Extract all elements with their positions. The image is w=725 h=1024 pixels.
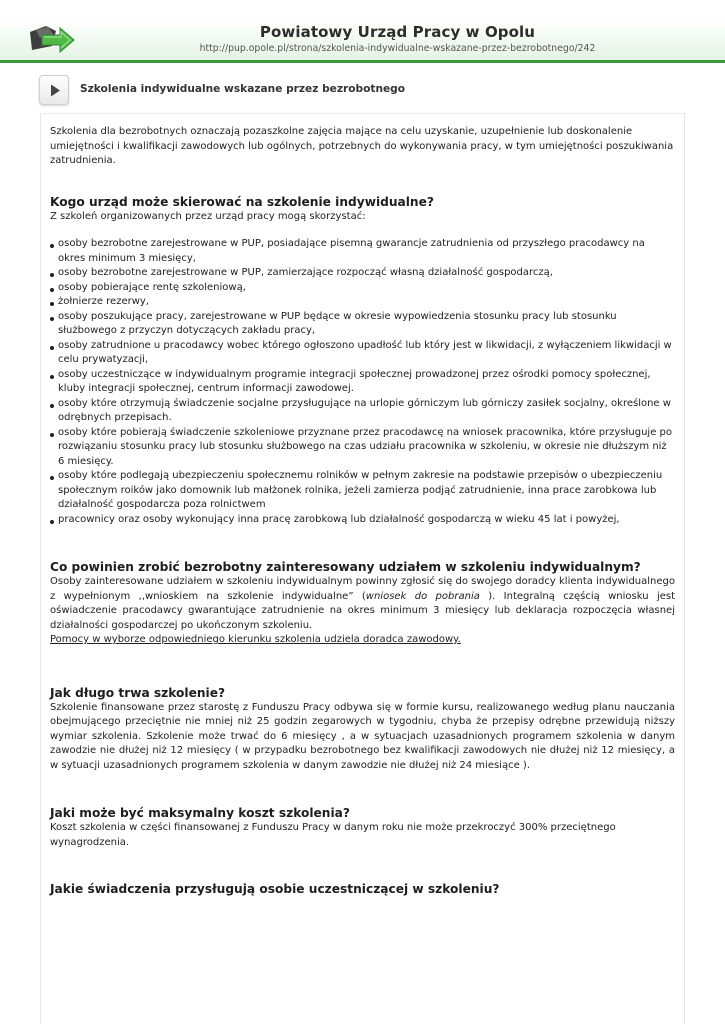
list-item: osoby pobierające rentę szkoleniową, [50,281,675,296]
list-item: osoby które otrzymują świadczenie socjalne przysługujące na urlopie górniczym lub górniczy zasiłek socjalny, określone w odrębnych przepisach. [50,397,675,426]
page-url: http://pup.opole.pl/strona/szkolenia-indywidualne-wskazane-przez-bezrobotnego/242 [199,43,596,54]
eligible-list [50,237,675,527]
intro-paragraph: Szkolenia dla bezrobotnych oznaczają pozaszkolne zajęcia mające na celu uzyskanie, uzupełnienie lub doskonalenie umiejętności i kwalifikacji zawodowych lub ogólnych, potrzebnych do wykonywania pracy, w tym umiejętności poszukiwania zatrudnienia. [50,126,674,166]
site-title[interactable]: Powiatowy Urząd Pracy w Opolu [259,23,536,41]
section-heading-cost: Jaki może być maksymalny koszt szkolenia? [50,806,350,820]
application-form-link[interactable]: wniosek do pobrania [365,590,480,602]
list-item: pracownicy oraz osoby wykonujący inna pracę zarobkową lub działalność gospodarczą w wieku 45 lat i powyżej, [50,513,675,528]
section-lead: Z szkoleń organizowanych przez urząd pracy mogą skorzystać: [50,210,366,222]
pup-logo-icon[interactable] [26,22,78,56]
section-heading-what-to-do: Co powinien zrobić bezrobotny zainteresowany udziałem w szkoleniu indywidualnym? [50,560,641,574]
list-item: osoby poszukujące pracy, zarejestrowane w PUP będące w okresie wypowiedzenia stosunku pracy lub stosunku służbowego z przyczyn dotyczących zakładu pracy, [50,310,675,339]
list-item: żołnierze rezerwy, [50,295,675,310]
page-arrow-button[interactable] [39,75,69,105]
list-item: osoby uczestniczące w indywidualnym programie integracji społecznej prowadzonej przez ośrodki pomocy społecznej, kluby integracji społecznej, centrum informacji zawodowej. [50,368,675,397]
list-item: osoby które podlegają ubezpieczeniu społecznemu rolników w pełnym zakresie na podstawie przepisów o ubezpieczeniu społecznym roików jako domownik lub małżonek rolnika, jeżeli zamierza podjąć zatrudnienie, inna prace zarobkowa lub działalność gospodarcza poza rolnictwem [50,469,675,513]
section-heading-duration: Jak długo trwa szkolenie? [50,685,226,700]
application-paragraph [50,575,675,633]
list-item: osoby które pobierają świadczenie szkoleniowe przyznane przez pracodawcę na wniosek pracownika, które przysługuje po rozwiązaniu stosunku pracy lub stosunku służbowego na czas udziału pracownika w szkoleniu, w okresie nie dłuższym niż 6 miesięcy. [50,426,675,470]
page-title: Szkolenia indywidualne wskazane przez bezrobotnego [80,83,406,95]
list-item: osoby bezrobotne zarejestrowane w PUP, posiadające pisemną gwarancje zatrudnienia od przyszłego pracodawcy na okres minimum 3 miesięcy, [50,237,675,266]
application-text-start: Osoby zainteresowane udziałem w szkoleniu indywidualnym powinny zgłosić się do swojego doradcy klienta indywidualnego z wypełnionym ,,wnioskiem na szkolenie indywidualne” ( [50,576,675,602]
application-text-end: ). Integralną częścią wniosku jest oświadczenie pracodawcy gwarantujące zatrudnienie na okres minimum 3 miesięcy lub deklaracja rozpoczęcia własnej działalności gospodarczej po ukończonym szkoleniu. [50,590,676,631]
section-heading-benefits: Jakie świadczenia przysługują osobie uczestniczącej w szkoleniu? [50,882,500,896]
header-divider [0,60,725,63]
site-header [0,0,725,64]
play-arrow-icon [48,83,62,98]
list-item: osoby bezrobotne zarejestrowane w PUP, zamierzające rozpocząć własną działalność gospodarczą, [50,266,675,281]
duration-paragraph: Szkolenie finansowane przez starostę z Funduszu Pracy odbywa się w formie kursu, realizowanego według planu nauczania obejmującego przeciętnie nie mniej niż 25 godzin zegarowych w tygodniu, chyba że przepisy odrębne przewidują niższy wymiar szkolenia. Szkolenie może trwać do 6 miesięcy , a w sytuacjach uzasadnionych programem szkolenia w danym zawodzie nie dłużej niż 12 miesięcy ( w przypadku bezrobotnego bez kwalifikacji zawodowych nie dłużej niż 12 miesięcy, a w sytuacji uzasadnionych programem szkolenia w danym zawodzie nie dłużej niż 24 miesiące ). [50,701,675,771]
article-content [50,125,675,897]
advisor-note-link[interactable]: Pomocy w wyborze odpowiedniego kierunku szkolenia udziela doradca zawodowy. [50,634,461,645]
cost-paragraph: Koszt szkolenia w części finansowanej z Funduszu Pracy w danym roku nie może przekroczyć 300% przeciętnego wynagrodzenia. [50,822,616,848]
section-heading-who: Kogo urząd może skierować na szkolenie indywidualne? [50,194,434,209]
list-item: osoby zatrudnione u pracodawcy wobec którego ogłoszono upadłość lub który jest w likwidacji, z wyłączeniem likwidacji w celu prywatyzacji, [50,339,675,368]
